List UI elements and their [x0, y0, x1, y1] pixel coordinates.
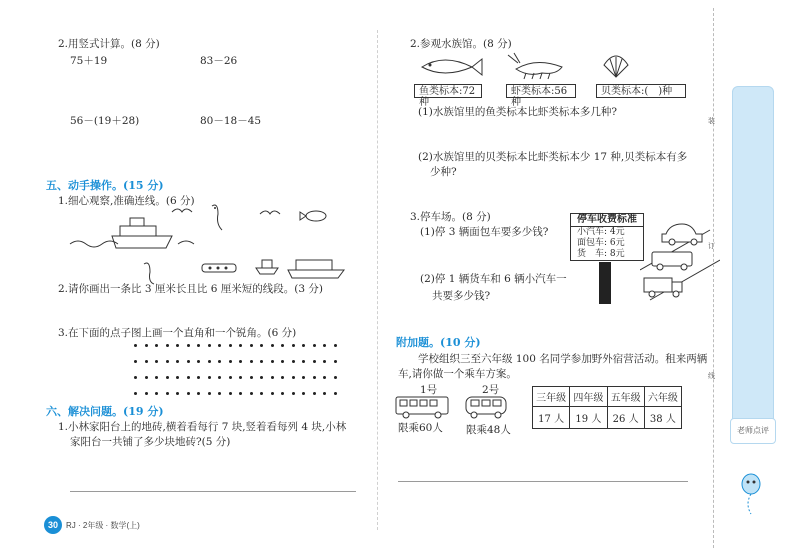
grid-dot[interactable] [229, 360, 232, 363]
grid-dot[interactable] [218, 392, 221, 395]
grade-count: 38 人 [644, 407, 681, 429]
grade-count: 17 人 [533, 407, 570, 429]
wave-icon [178, 241, 194, 244]
dot-row[interactable] [134, 344, 334, 348]
binding-mark: 订 [708, 242, 715, 250]
ship-icon [256, 260, 278, 274]
bus-1-icon [394, 394, 450, 420]
grid-dot[interactable] [166, 360, 169, 363]
grid-dot[interactable] [281, 376, 284, 379]
mascot-icon [736, 470, 766, 520]
bus-1-number: 1号 [420, 384, 438, 396]
van-icon [652, 252, 692, 270]
book-info: RJ · 2年级 · 数学(上) [66, 521, 140, 530]
aquarium-question-1: (1)水族馆里的鱼类标本比虾类标本多几种? [418, 106, 618, 118]
grid-dot[interactable] [187, 392, 190, 395]
grid-dot[interactable] [134, 344, 137, 347]
aquarium-pictures [416, 51, 646, 83]
grid-dot[interactable] [281, 344, 284, 347]
grid-dot[interactable] [187, 360, 190, 363]
shrimp-count-label: 虾类标本:56 种 [506, 84, 576, 98]
car-icon [662, 224, 702, 245]
grid-dot[interactable] [166, 392, 169, 395]
page-number: 30 [44, 516, 62, 534]
bus-2-capacity: 限乘48人 [466, 424, 511, 436]
bus-2-number: 2号 [482, 384, 500, 396]
grid-dot[interactable] [239, 360, 242, 363]
expression-4: 80－18－45 [200, 115, 262, 127]
grid-dot[interactable] [271, 376, 274, 379]
fish-count-label: 鱼类标本:72 种 [414, 84, 482, 98]
question-5-3: 3.在下面的点子图上画一个直角和一个锐角。(6 分) [58, 327, 297, 339]
binding-mark: 装 [708, 117, 715, 125]
grade-count: 19 人 [570, 407, 607, 429]
grid-dot[interactable] [323, 360, 326, 363]
grid-dot[interactable] [292, 360, 295, 363]
grid-dot[interactable] [197, 360, 200, 363]
bus-2-icon [462, 394, 512, 420]
grid-dot[interactable] [323, 376, 326, 379]
grid-dot[interactable] [176, 360, 179, 363]
aquarium-question-2-line1: (2)水族馆里的贝类标本比虾类标本少 17 种,贝类标本有多 [418, 151, 688, 163]
grid-dot[interactable] [323, 344, 326, 347]
grid-dot[interactable] [197, 392, 200, 395]
question-5-1: 1.细心观察,准确连线。(6 分) [58, 195, 195, 207]
section-5-title: 五、动手操作。(15 分) [46, 179, 164, 192]
grid-dot[interactable] [302, 392, 305, 395]
grid-dot[interactable] [145, 376, 148, 379]
grid-dot[interactable] [187, 344, 190, 347]
bonus-line2: 车,请你做一个乘车方案。 [398, 368, 517, 380]
wave-icon [70, 241, 118, 247]
ship-icon [112, 218, 172, 248]
shell-count-label: 贝类标本:( )种 [596, 84, 686, 98]
grid-dot[interactable] [281, 360, 284, 363]
grid-dot[interactable] [313, 392, 316, 395]
sign-row-truck: 货 车: 8元 [577, 249, 625, 259]
grid-dot[interactable] [334, 344, 337, 347]
shrimp-icon [508, 53, 562, 79]
ship-icon [288, 260, 344, 278]
section-6-title: 六、解决问题。(19 分) [46, 405, 164, 418]
parking-question-2-line1: (2)停 1 辆货车和 6 辆小汽车一 [420, 273, 567, 285]
grade-header: 三年级 [533, 387, 570, 407]
grid-dot[interactable] [250, 344, 253, 347]
grid-dot[interactable] [145, 360, 148, 363]
grid-dot[interactable] [145, 392, 148, 395]
question-5-2: 2.请你画出一条比 3 厘米长且比 6 厘米短的线段。(3 分) [58, 283, 323, 295]
grid-dot[interactable] [292, 392, 295, 395]
grid-dot[interactable] [218, 376, 221, 379]
grid-dot[interactable] [292, 344, 295, 347]
grid-dot[interactable] [229, 392, 232, 395]
grid-dot[interactable] [208, 392, 211, 395]
answer-line[interactable] [70, 491, 356, 492]
grid-dot[interactable] [176, 392, 179, 395]
expression-1: 75＋19 [70, 55, 108, 67]
grid-dot[interactable] [250, 376, 253, 379]
bird-icon [172, 209, 192, 212]
grid-dot[interactable] [271, 344, 274, 347]
question-2-title: 2.用竖式计算。(8 分) [58, 38, 160, 50]
grid-dot[interactable] [208, 376, 211, 379]
sign-row-car: 小汽车: 4元 [577, 227, 625, 237]
grade-count: 26 人 [607, 407, 644, 429]
grid-dot[interactable] [134, 392, 137, 395]
dot-row[interactable] [134, 360, 334, 364]
binding-mark: 线 [708, 372, 715, 380]
ship-icon [202, 264, 236, 272]
grid-dot[interactable] [334, 360, 337, 363]
dolphin-icon [212, 205, 222, 230]
bus-1-capacity: 限乘60人 [398, 422, 443, 434]
grid-dot[interactable] [250, 392, 253, 395]
grid-dot[interactable] [313, 376, 316, 379]
grid-dot[interactable] [197, 344, 200, 347]
answer-line[interactable] [398, 481, 688, 482]
expression-3: 56－(19＋28) [70, 115, 140, 127]
grid-dot[interactable] [260, 392, 263, 395]
question-6-1-line1: 1.小林家阳台上的地砖,横着看每行 7 块,竖着看每列 4 块,小林 [58, 421, 347, 433]
aquarium-question-2-line2: 少种? [430, 166, 457, 178]
grid-dot[interactable] [208, 360, 211, 363]
teacher-comment-panel[interactable] [732, 86, 774, 440]
grid-dot[interactable] [313, 344, 316, 347]
sign-row-van: 面包车: 6元 [577, 238, 625, 248]
grid-dot[interactable] [239, 344, 242, 347]
aquarium-question-title: 2.参观水族馆。(8 分) [410, 38, 512, 50]
grid-dot[interactable] [302, 376, 305, 379]
shell-icon [604, 56, 628, 77]
binding-line [713, 8, 714, 548]
grid-dot[interactable] [271, 360, 274, 363]
grid-dot[interactable] [134, 360, 137, 363]
grid-dot[interactable] [218, 360, 221, 363]
parking-question-title: 3.停车场。(8 分) [410, 211, 491, 223]
grid-dot[interactable] [176, 376, 179, 379]
grid-dot[interactable] [155, 376, 158, 379]
grid-dot[interactable] [239, 376, 242, 379]
truck-icon [644, 278, 682, 297]
grid-dot[interactable] [334, 392, 337, 395]
matching-illustration [60, 196, 360, 286]
sign-title: 停车收费标准 [571, 214, 643, 227]
expression-2: 83－26 [200, 55, 238, 67]
grid-dot[interactable] [187, 376, 190, 379]
grid-dot[interactable] [323, 392, 326, 395]
grid-dot[interactable] [334, 376, 337, 379]
grid-dot[interactable] [260, 376, 263, 379]
grade-header: 四年级 [570, 387, 607, 407]
grid-dot[interactable] [155, 360, 158, 363]
parking-question-2-line2: 共要多少钱? [432, 290, 491, 302]
fish-icon [300, 211, 326, 221]
dot-row[interactable] [134, 392, 334, 396]
grid-dot[interactable] [302, 360, 305, 363]
grid-dot[interactable] [218, 344, 221, 347]
grid-dot[interactable] [239, 392, 242, 395]
grid-dot[interactable] [229, 344, 232, 347]
grid-dot[interactable] [208, 344, 211, 347]
grid-dot[interactable] [229, 376, 232, 379]
question-6-1-line2: 家阳台一共铺了多少块地砖?(5 分) [70, 436, 231, 448]
grid-dot[interactable] [155, 344, 158, 347]
grid-dot[interactable] [260, 360, 263, 363]
column-divider [377, 30, 378, 530]
grade-header: 五年级 [607, 387, 644, 407]
grade-header: 六年级 [644, 387, 681, 407]
grade-table [532, 386, 682, 429]
sign-post [599, 262, 611, 304]
grid-dot[interactable] [271, 392, 274, 395]
grid-dot[interactable] [134, 376, 137, 379]
teacher-comment-label: 老师点评 [730, 418, 776, 444]
bird-icon [260, 211, 280, 214]
parking-lot-illustration [640, 210, 720, 306]
grid-dot[interactable] [302, 344, 305, 347]
grid-dot[interactable] [166, 376, 169, 379]
parking-question-1: (1)停 3 辆面包车要多少钱? [420, 226, 549, 238]
bonus-line1: 学校组织三至六年级 100 名同学参加野外宿营活动。租来两辆 [418, 353, 708, 365]
bonus-title: 附加题。(10 分) [396, 336, 481, 349]
grid-dot[interactable] [250, 360, 253, 363]
fish-icon [422, 59, 482, 75]
grid-dot[interactable] [145, 344, 148, 347]
grid-dot[interactable] [281, 392, 284, 395]
grid-dot[interactable] [260, 344, 263, 347]
dot-row[interactable] [134, 376, 334, 380]
parking-fee-sign [570, 213, 644, 261]
grid-dot[interactable] [155, 392, 158, 395]
grid-dot[interactable] [197, 376, 200, 379]
grid-dot[interactable] [176, 344, 179, 347]
grid-dot[interactable] [166, 344, 169, 347]
grid-dot[interactable] [292, 376, 295, 379]
grid-dot[interactable] [313, 360, 316, 363]
